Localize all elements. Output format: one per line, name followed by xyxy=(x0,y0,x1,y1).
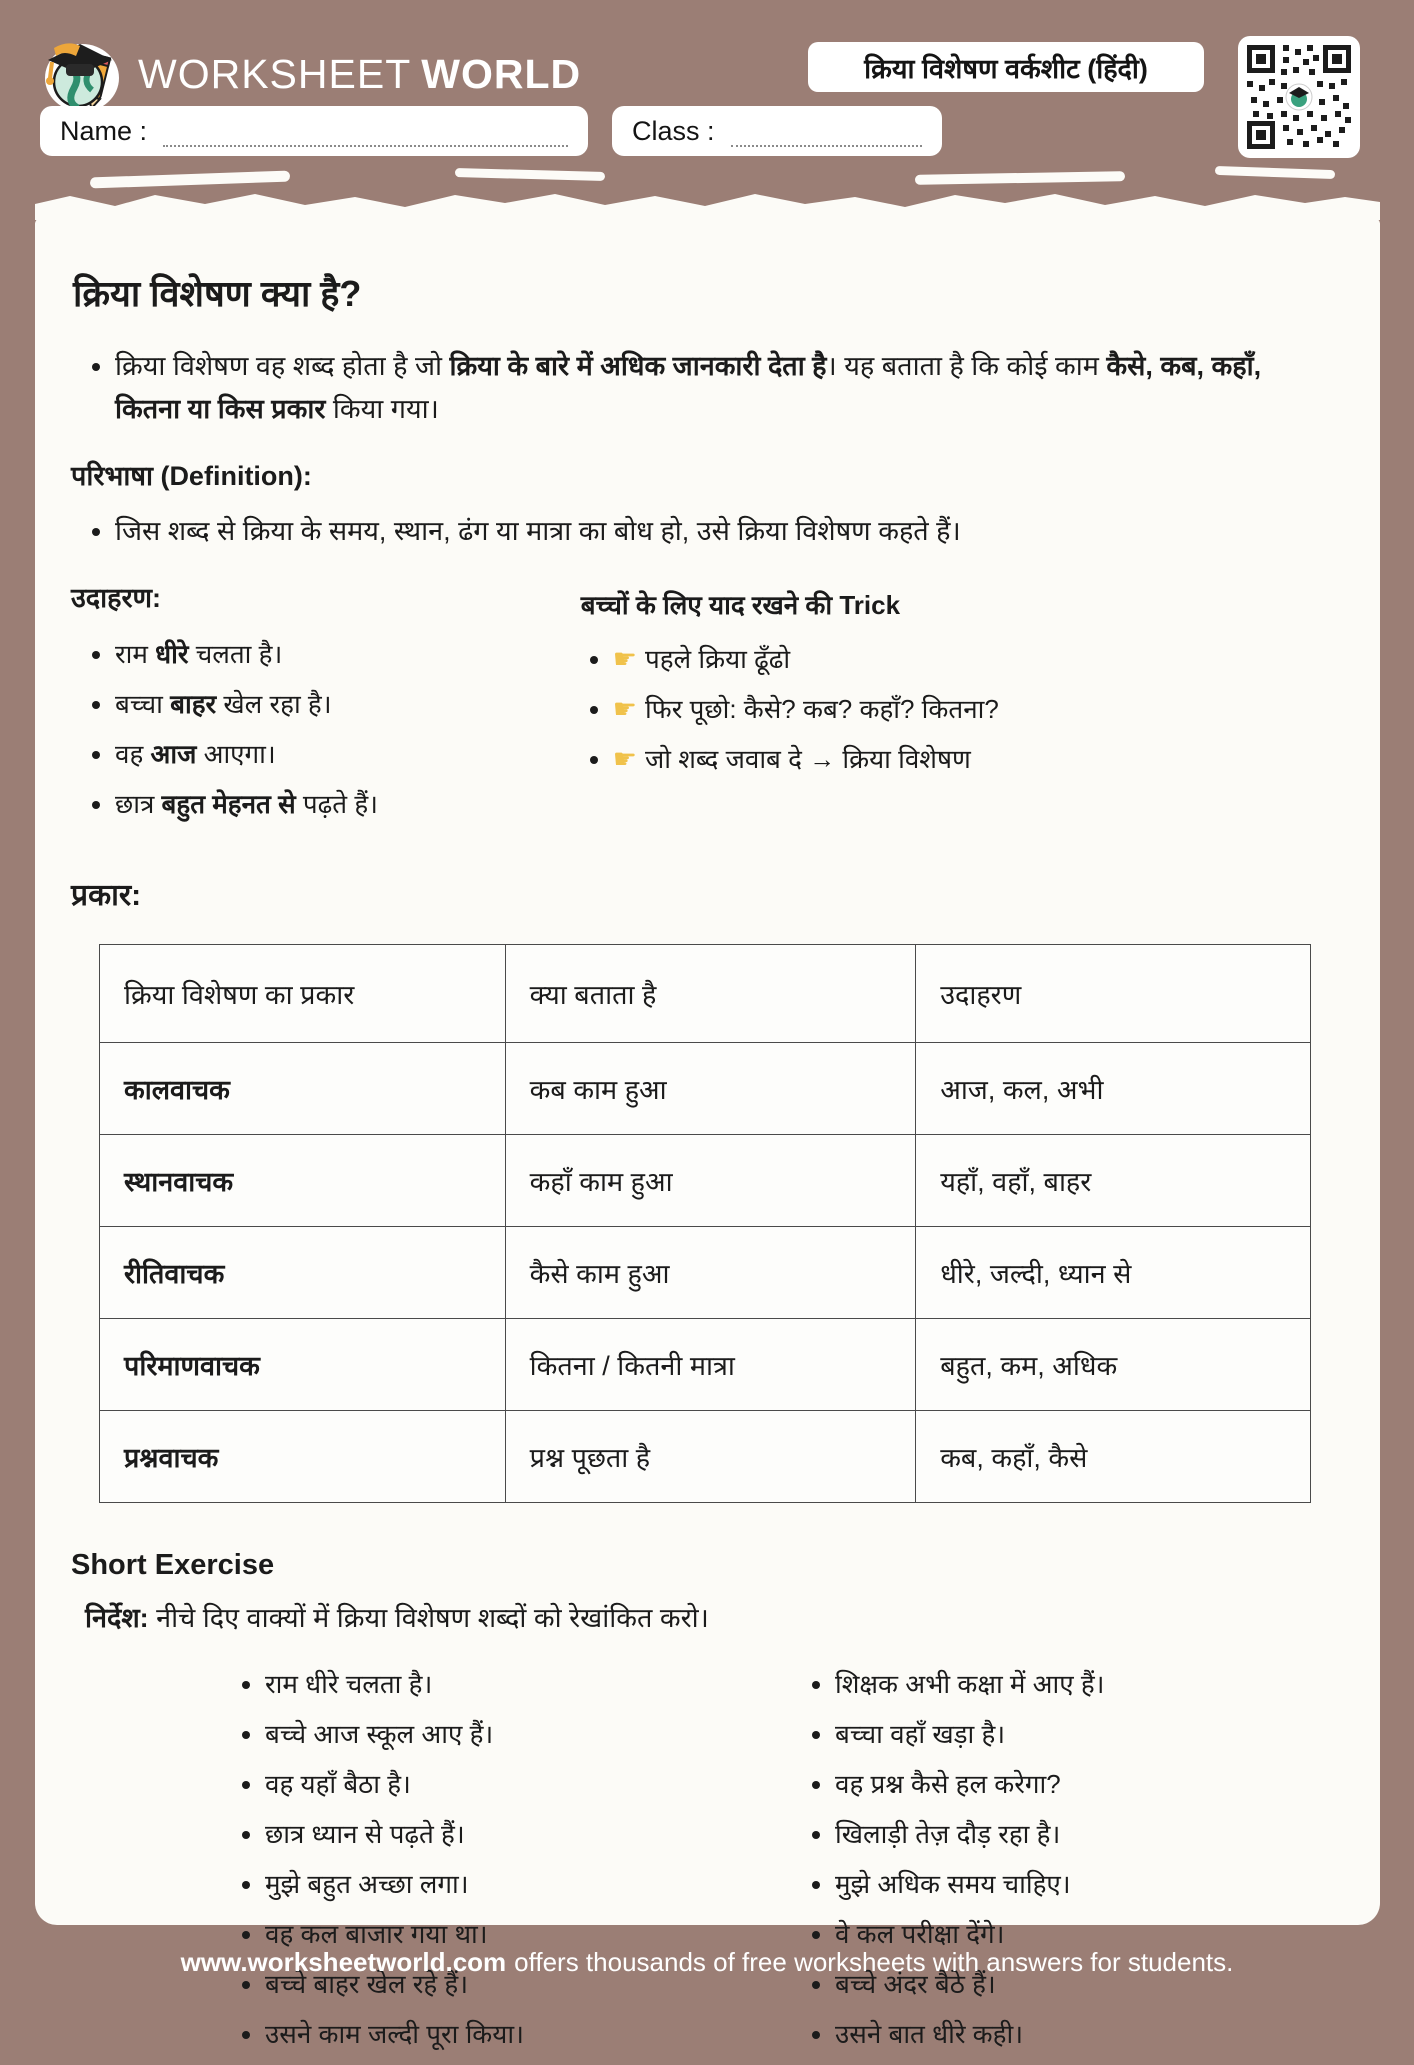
example-adverb: बहुत मेहनत से xyxy=(161,789,296,820)
exercise-sentence: • खिलाड़ी तेज़ दौड़ रहा है। xyxy=(835,1815,1311,1851)
example-text: खेल रहा है। xyxy=(216,689,332,720)
exercise-heading: Short Exercise xyxy=(71,1549,275,1582)
type-meaning-cell: कितना / कितनी मात्रा xyxy=(505,1319,916,1411)
example-item xyxy=(115,635,555,671)
paper-streak xyxy=(90,171,290,189)
examples-heading: उदाहरण: xyxy=(71,583,162,614)
exercise-list-right xyxy=(791,1665,1311,2065)
qr-code-icon xyxy=(1247,45,1351,149)
worksheet-title-badge: क्रिया विशेषण वर्कशीट (हिंदी) xyxy=(808,42,1204,92)
table-header-row xyxy=(100,945,1311,1043)
table-header-meaning: क्या बताता है xyxy=(505,945,916,1043)
exercise-sentence: • वे कल परीक्षा देंगे। xyxy=(835,1915,1311,1951)
type-meaning-cell: कहाँ काम हुआ xyxy=(505,1135,916,1227)
example-text: पढ़ते हैं। xyxy=(295,789,378,820)
type-name-cell: स्थानवाचक xyxy=(100,1135,506,1227)
definition-list xyxy=(71,511,1344,548)
trick-text: पहले क्रिया ढूँढो xyxy=(644,644,791,675)
definition-heading: परिभाषा (Definition): xyxy=(71,461,312,492)
exercise-sentence: • छात्र ध्यान से पढ़ते हैं। xyxy=(265,1815,701,1851)
trick-item xyxy=(613,740,1344,776)
type-examples-cell: यहाँ, वहाँ, बाहर xyxy=(916,1135,1311,1227)
example-adverb: आज xyxy=(150,739,197,770)
example-text: आएगा। xyxy=(196,739,276,770)
type-name-cell: कालवाचक xyxy=(100,1043,506,1135)
exercise-sentence: • वह प्रश्न कैसे हल करेगा? xyxy=(835,1765,1311,1801)
exercise-sentences xyxy=(71,1665,1344,2065)
type-meaning-cell: कब काम हुआ xyxy=(505,1043,916,1135)
exercise-sentence: • राम धीरे चलता है। xyxy=(265,1665,701,1701)
intro-bold-1: क्रिया के बारे में अधिक जानकारी देता है xyxy=(449,351,827,381)
example-text: राम xyxy=(115,639,156,670)
trick-column xyxy=(555,578,1344,835)
exercise-sentence: • उसने काम जल्दी पूरा किया। xyxy=(265,2015,701,2051)
example-item xyxy=(115,685,555,721)
type-examples-cell: कब, कहाँ, कैसे xyxy=(916,1411,1311,1503)
definition-bullet: • जिस शब्द से क्रिया के समय, स्थान, ढंग या मात्रा का बोध हो, उसे क्रिया विशेषण कहते हैं। xyxy=(115,511,1344,548)
trick-text: जो शब्द जवाब दे → क्रिया विशेषण xyxy=(644,744,971,775)
exercise-sentence: • वह कल बाजार गया था। xyxy=(265,1915,701,1951)
trick-item xyxy=(613,690,1344,726)
adverb-types-table xyxy=(99,944,1311,1503)
table-row xyxy=(100,1043,1311,1135)
name-label: Name : xyxy=(60,115,148,146)
exercise-sentence: • मुझे बहुत अच्छा लगा। xyxy=(265,1865,701,1901)
class-field xyxy=(612,106,942,156)
footer-tagline: offers thousands of free worksheets with answers for students. xyxy=(514,1947,1234,1977)
class-input-line[interactable] xyxy=(731,116,922,147)
trick-list xyxy=(569,640,1344,776)
trick-item xyxy=(613,640,1344,676)
type-name-cell: रीतिवाचक xyxy=(100,1227,506,1319)
exercise-sentence: • बच्चे आज स्कूल आए हैं। xyxy=(265,1715,701,1751)
pointing-finger-icon: ☛ xyxy=(612,644,637,675)
paper-streak xyxy=(915,171,1125,185)
intro-list xyxy=(71,345,1344,430)
intro-text: किया गया। xyxy=(325,393,439,424)
example-text: चलता है। xyxy=(188,639,283,670)
page-title: क्रिया विशेषण क्या है? xyxy=(73,273,362,314)
exercise-list-left xyxy=(221,1665,701,2065)
example-item xyxy=(115,735,555,771)
instruction-text: नीचे दिए वाक्यों में क्रिया विशेषण शब्दों को रेखांकित करो। xyxy=(148,1603,709,1634)
table-row xyxy=(100,1227,1311,1319)
table-header-type: क्रिया विशेषण का प्रकार xyxy=(100,945,506,1043)
exercise-instruction xyxy=(85,1598,1344,1635)
paper-streak xyxy=(455,168,605,181)
instruction-label: निर्देश: xyxy=(85,1603,149,1634)
table-header-examples: उदाहरण xyxy=(916,945,1311,1043)
types-heading: प्रकार: xyxy=(71,879,142,913)
brand-name xyxy=(138,51,581,98)
brand-word-worksheet: WORKSHEET xyxy=(138,50,412,97)
paper-streak xyxy=(1215,166,1335,179)
exercise-sentence: • उसने बात धीरे कही। xyxy=(835,2015,1311,2051)
examples-list xyxy=(71,635,555,821)
worksheet-world-logo-icon xyxy=(40,34,124,114)
type-meaning-cell: प्रश्न पूछता है xyxy=(505,1411,916,1503)
examples-trick-section xyxy=(71,578,1344,835)
table-row xyxy=(100,1319,1311,1411)
table-row xyxy=(100,1411,1311,1503)
brand-row xyxy=(40,34,581,114)
class-label: Class : xyxy=(632,115,715,146)
intro-bold-2: कैसे, कब, कहाँ, कितना या किस प्रकार xyxy=(115,351,1262,424)
example-text: बच्चा xyxy=(115,689,171,720)
footer-site-url: www.worksheetworld.com xyxy=(180,1947,507,1977)
exercise-sentence: • मुझे अधिक समय चाहिए। xyxy=(835,1865,1311,1901)
exercise-sentence: • वह यहाँ बैठा है। xyxy=(265,1765,701,1801)
exercise-sentence: • बच्चा वहाँ खड़ा है। xyxy=(835,1715,1311,1751)
type-name-cell: परिमाणवाचक xyxy=(100,1319,506,1411)
trick-text: फिर पूछो: कैसे? कब? कहाँ? कितना? xyxy=(644,694,999,725)
example-text: वह xyxy=(115,739,151,770)
type-name-cell: प्रश्नवाचक xyxy=(100,1411,506,1503)
example-adverb: बाहर xyxy=(170,689,217,720)
intro-bullet xyxy=(115,345,1314,430)
example-item xyxy=(115,785,555,821)
name-input-line[interactable] xyxy=(163,116,568,147)
footer xyxy=(0,1925,1414,2000)
exercise-sentence: • बच्चे बाहर खेल रहे हैं। xyxy=(265,1965,701,2001)
pointing-finger-icon: ☛ xyxy=(612,744,637,775)
exercise-sentence: • शिक्षक अभी कक्षा में आए हैं। xyxy=(835,1665,1311,1701)
type-examples-cell: आज, कल, अभी xyxy=(916,1043,1311,1135)
intro-text: क्रिया विशेषण वह शब्द होता है जो xyxy=(115,351,450,381)
type-examples-cell: धीरे, जल्दी, ध्यान से xyxy=(916,1227,1311,1319)
type-meaning-cell: कैसे काम हुआ xyxy=(505,1227,916,1319)
pointing-finger-icon: ☛ xyxy=(612,694,637,725)
brand-word-world: WORLD xyxy=(421,50,582,97)
trick-heading: बच्चों के लिए याद रखने की Trick xyxy=(580,590,901,621)
table-row xyxy=(100,1135,1311,1227)
example-adverb: धीरे xyxy=(155,639,189,670)
exercise-sentence: • बच्चे अंदर बैठे हैं। xyxy=(835,1965,1311,2001)
torn-paper-edge xyxy=(35,188,1380,220)
type-examples-cell: बहुत, कम, अधिक xyxy=(916,1319,1311,1411)
qr-code xyxy=(1238,36,1360,158)
examples-column xyxy=(71,578,555,835)
name-field xyxy=(40,106,588,156)
example-text: छात्र xyxy=(115,789,162,820)
intro-text: । यह बताता है कि कोई काम xyxy=(826,351,1107,381)
